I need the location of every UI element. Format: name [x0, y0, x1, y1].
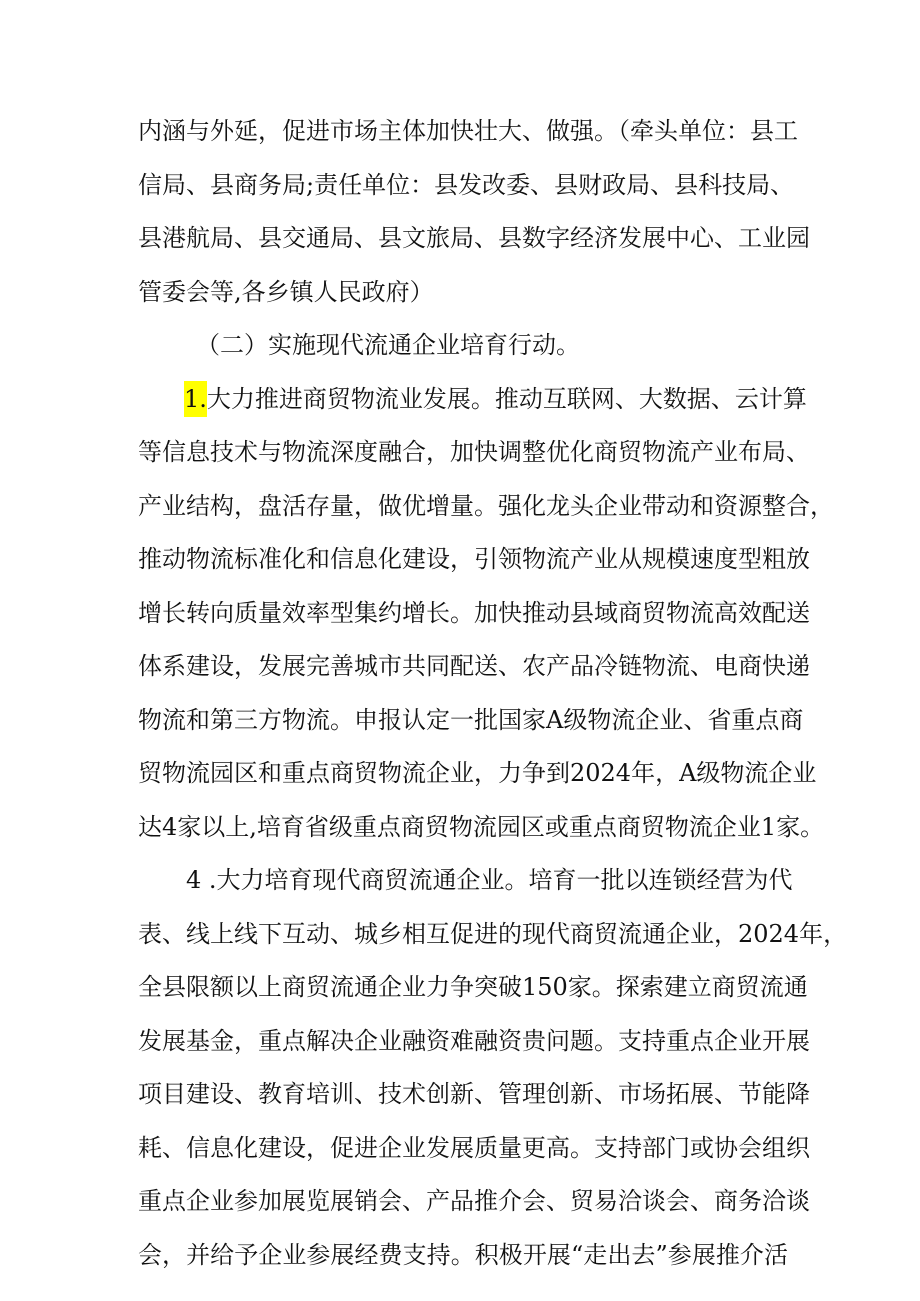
text-line: 体系建设，发展完善城市共同配送、农产品冷链物流、电商快递	[138, 652, 810, 680]
highlighted-number: 1.	[184, 381, 207, 417]
paragraph-3	[138, 373, 834, 855]
text-line: 县港航局、县交通局、县文旅局、县数字经济发展中心、工业园	[138, 224, 810, 252]
text-line: 推动物流标准化和信息化建设，引领物流产业从规模速度型粗放	[138, 545, 810, 573]
text-line: 产业结构，盘活存量，做优增量。强化龙头企业带动和资源整合，	[138, 491, 834, 520]
text-line: 等信息技术与物流深度融合，加快调整优化商贸物流产业布局、	[138, 438, 810, 466]
text-line: 管委会等,各乡镇人民政府）	[138, 277, 434, 306]
text-line: 全县限额以上商贸流通企业力争突破150家。探索建立商贸流通	[138, 973, 808, 1001]
text-line: 4 .大力培育现代商贸流通企业。培育一批以连锁经营为代	[186, 866, 793, 894]
text-line: 贸物流园区和重点商贸物流企业，力争到2024年，A级物流企业	[138, 759, 817, 787]
text-line: 增长转向质量效率型集约增长。加快推动县域商贸物流高效配送	[138, 598, 810, 627]
document-body	[138, 105, 848, 1282]
text-line: 信局、县商务局;责任单位：县发改委、县财政局、县科技局、	[138, 170, 795, 199]
text-line: 重点企业参加展览展销会、产品推介会、贸易洽谈会、商务洽谈	[138, 1187, 810, 1215]
section-heading	[138, 319, 788, 373]
paragraph-1	[138, 105, 810, 319]
text-line: 耗、信息化建设，促进企业发展质量更高。支持部门或协会组织	[138, 1133, 810, 1162]
text-line: 物流和第三方物流。申报认定一批国家A级物流企业、省重点商	[138, 705, 804, 734]
text-line	[138, 373, 807, 427]
text-line: 表、线上线下互动、城乡相互促进的现代商贸流通企业，2024年，	[138, 919, 848, 948]
heading-text: （二）实施现代流通企业培育行动。	[196, 331, 580, 359]
text-line: 项目建设、教育培训、技术创新、管理创新、市场拓展、节能降	[138, 1080, 810, 1108]
text-line: 达4家以上,培育省级重点商贸物流园区或重点商贸物流企业1家。	[138, 812, 825, 841]
text-line: 发展基金，重点解决企业融资难融资贵问题。支持重点企业开展	[138, 1026, 810, 1055]
text-line: 内涵与外延，促进市场主体加快壮大、做强。（牵头单位：县工	[138, 117, 798, 145]
text-line: 会，并给予企业参展经费支持。积极开展“走出去”参展推介活	[138, 1240, 788, 1269]
paragraph-4	[138, 854, 848, 1282]
text-line-content: 大力推进商贸物流业发展。推动互联网、大数据、云计算	[206, 384, 807, 413]
